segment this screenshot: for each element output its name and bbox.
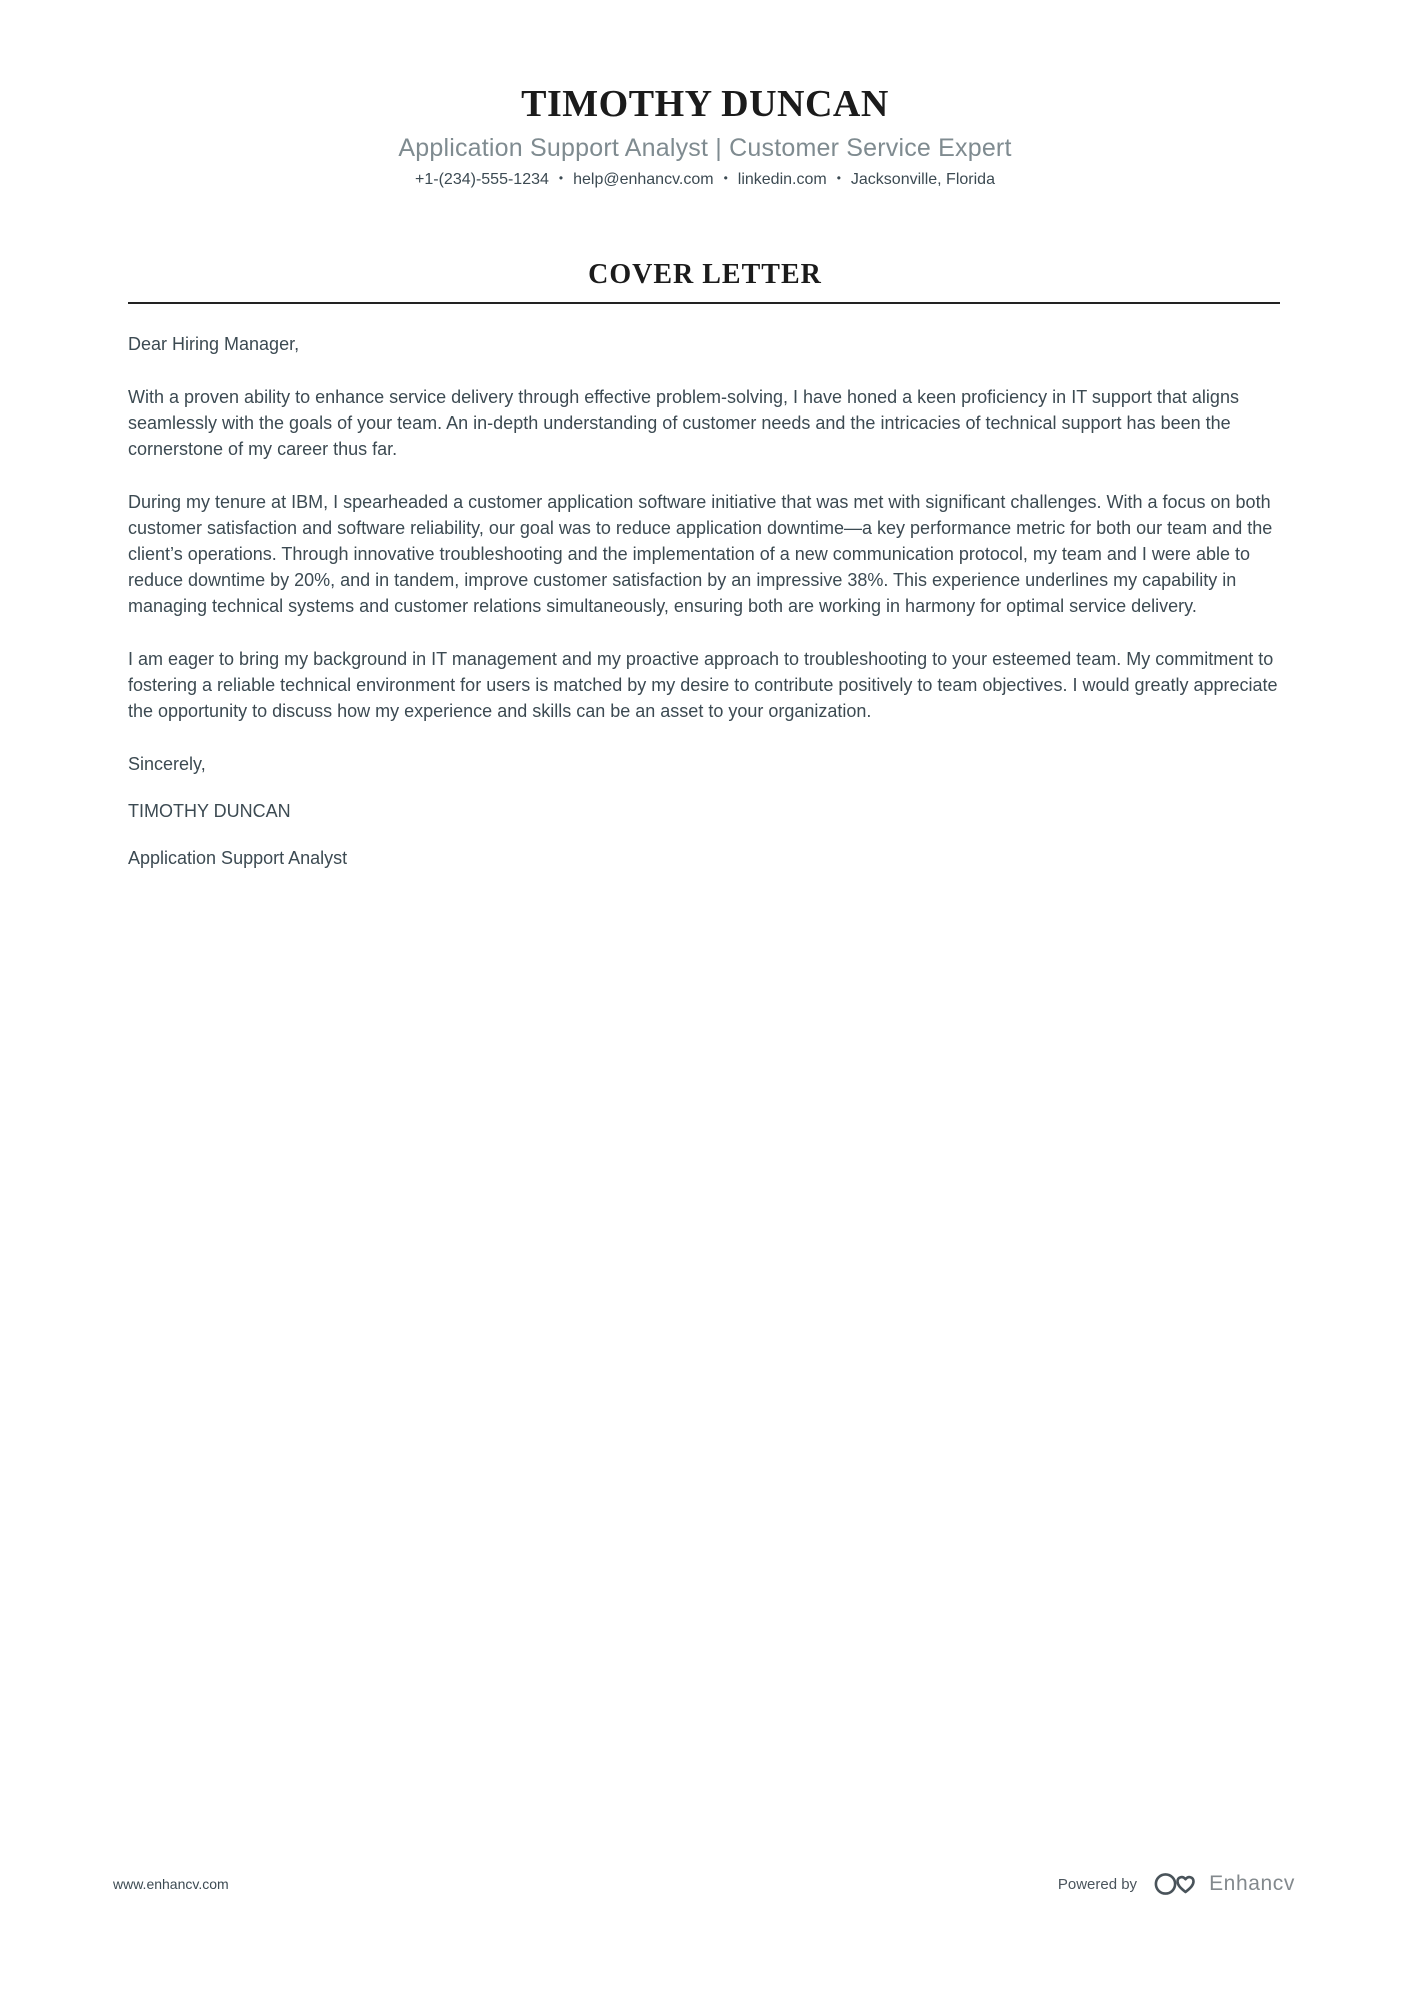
page-footer: [0, 1870, 1410, 1898]
candidate-job-title: Application Support Analyst | Customer Service Expert: [398, 133, 1012, 162]
cover-letter-heading: COVER LETTER: [588, 258, 822, 290]
bullet-separator-icon: •: [723, 170, 728, 185]
enhancv-brand[interactable]: [1154, 1870, 1295, 1898]
letter-paragraph: During my tenure at IBM, I spearheaded a customer application software initiative that was met with significant challenges. With a focus on both customer satisfaction and software reliability, our goal was to reduce application downtime—a key performance metric for both our team and the client’s operations. Through innovative troubleshooting and the implementation of a new communication protocol, my team and I were able to reduce downtime by 20%, and in tandem, improve customer satisfaction by an impressive 38%. This experience underlines my capability in managing technical systems and customer relations simultaneously, ensuring both are working in harmony for optimal service delivery.: [128, 491, 1273, 616]
contact-phone: +1-(234)-555-1234: [415, 170, 549, 188]
letter-paragraph: With a proven ability to enhance service delivery through effective problem-solving, I have honed a keen proficiency in IT support that aligns seamlessly with the goals of your team. An in-depth understanding of customer needs and the intricacies of technical support has been the cornerstone of my career thus far.: [128, 386, 1239, 459]
footer-website-link[interactable]: www.enhancv.com: [113, 1876, 229, 1892]
enhancv-logo-icon: [1154, 1870, 1200, 1898]
letter-paragraph: I am eager to bring my background in IT management and my proactive approach to troubleshooting to your esteemed team. My commitment to fostering a reliable technical environment for users is matched by my desire to contribute positively to team objectives. I would greatly appreciate the opportunity to discuss how my experience and skills can be an asset to your organization.: [128, 648, 1278, 721]
contact-line: [0, 170, 1410, 189]
candidate-name: TIMOTHY DUNCAN: [521, 83, 889, 125]
letter-body: [128, 331, 1278, 871]
document-header: [0, 0, 1410, 189]
powered-by-label: Powered by: [1057, 1875, 1138, 1893]
signature-name: TIMOTHY DUNCAN: [128, 800, 291, 821]
contact-link[interactable]: linkedin.com: [737, 170, 827, 188]
contact-location: Jacksonville, Florida: [850, 170, 995, 188]
salutation: Dear Hiring Manager,: [128, 333, 300, 354]
enhancv-wordmark: Enhancv: [1209, 1872, 1295, 1895]
powered-by: [1058, 1870, 1295, 1898]
closing: Sincerely,: [128, 753, 206, 774]
contact-email[interactable]: help@enhancv.com: [573, 170, 714, 188]
bullet-separator-icon: •: [836, 170, 841, 185]
section-heading: [0, 259, 1410, 291]
signature-role: Application Support Analyst: [128, 847, 348, 868]
heading-rule: [128, 302, 1280, 304]
bullet-separator-icon: •: [558, 170, 564, 185]
